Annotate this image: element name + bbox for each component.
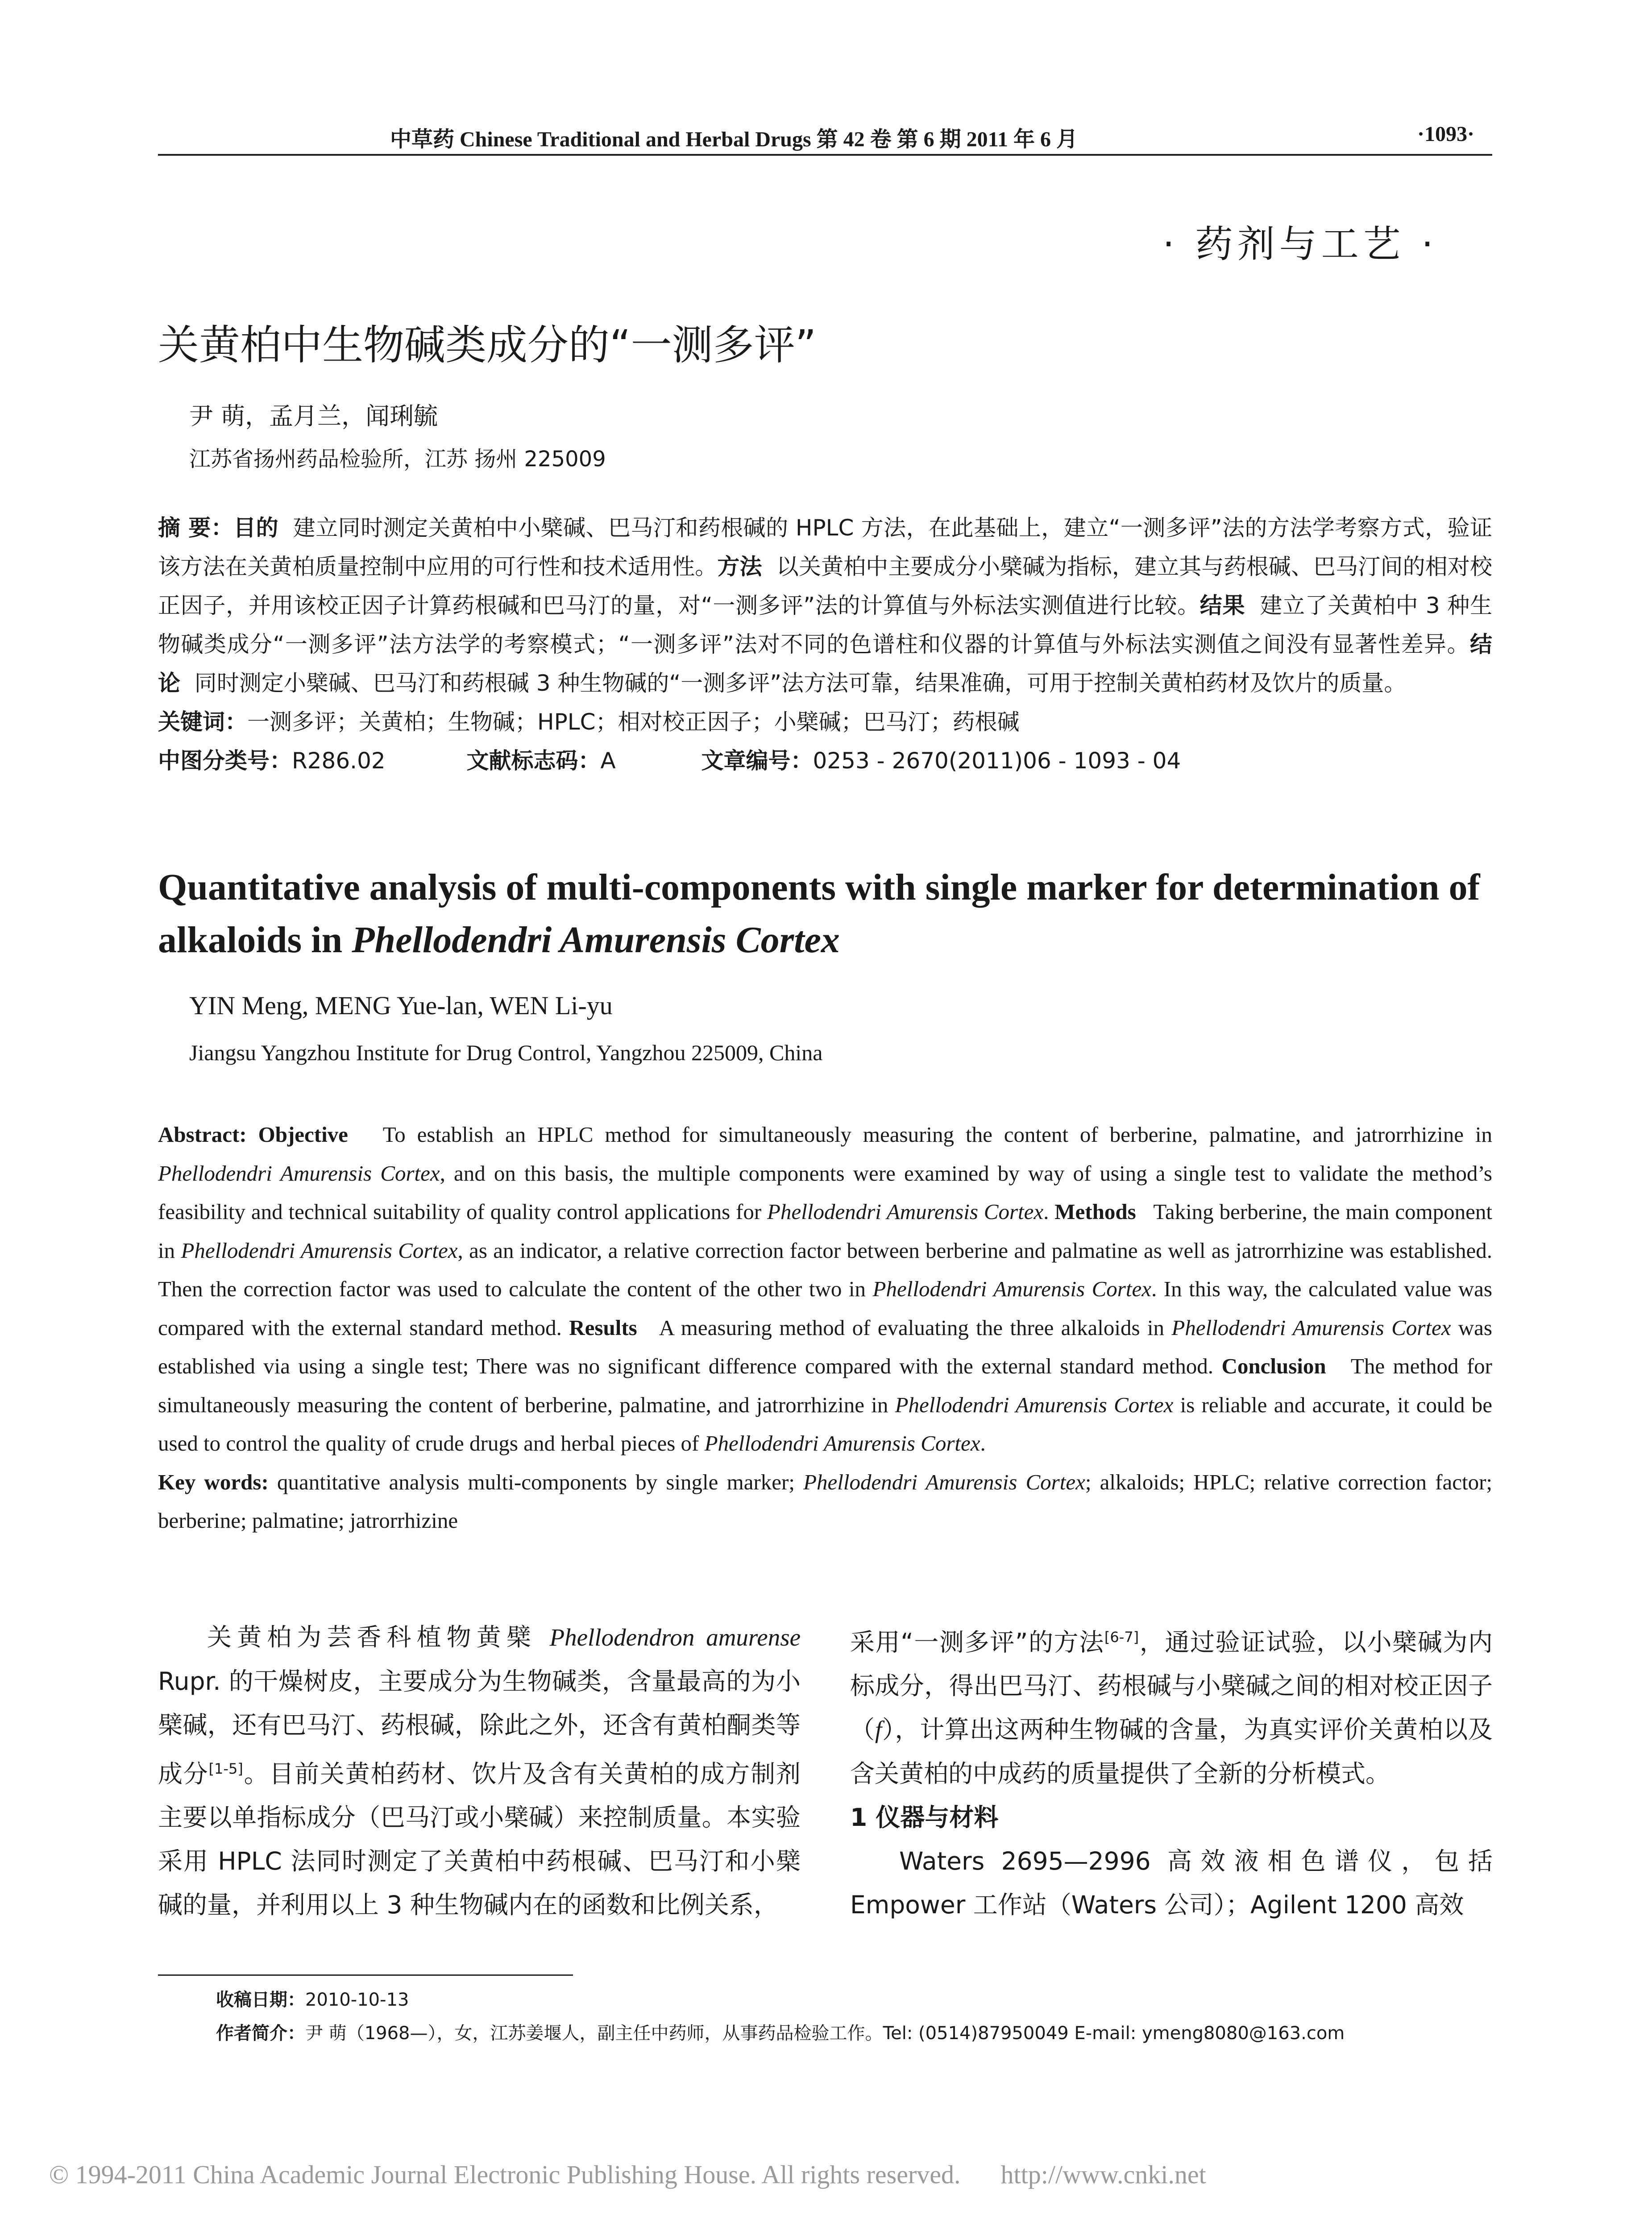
en-objective-2: , and on this basis, the multiple components were examined by way of using a single test to validate the method’s feasibility and technical suitability of quality control applications for [158,1161,1492,1224]
plant-name: Phellodendri Amurensis Cortex [181,1238,458,1263]
objective-label: 目的 [233,515,279,541]
factor-symbol: f [875,1716,882,1744]
doc-code-value: A [600,748,616,774]
en-methods-label: Methods [1054,1199,1136,1224]
article-no-label: 文章编号： [701,748,813,774]
period: . [1043,1199,1049,1224]
keywords-label: 关键词： [158,709,247,735]
plant-name: Phellodendri Amurensis Cortex [803,1469,1085,1494]
section-paragraph: Waters 2695—2996 高效液相色谱仪，包括 Empower 工作站（Waters 公司）；Agilent 1200 高效 [850,1847,1493,1920]
period: . [980,1431,986,1456]
copyright-text: © 1994-2011 China Academic Journal Electronic Publishing House. All rights reserved. [49,2160,961,2189]
classification-line [158,742,1492,780]
methods-label: 方法 [717,554,762,580]
plant-name: Phellodendri Amurensis Cortex [872,1277,1151,1301]
species-name: Phellodendron amurense [549,1624,801,1651]
body-right-column [850,1615,1493,1927]
copyright-url: http://www.cnki.net [1000,2160,1206,2189]
intro-text-1: 关黄柏为芸香科植物黄檗 [207,1623,550,1651]
keywords-text: 一测多评；关黄柏；生物碱；HPLC；相对校正因子；小檗碱；巴马汀；药根碱 [247,709,1020,735]
results-text: 建立了关黄柏中 3 种生物碱类成分“一测多评”法方法学的考察模式；“一测多评”法对不同的色谱柱和仪器的计算值与外标法实测值之间没有显著性差异。 [158,593,1493,657]
en-results-2: was established via using a single test; There was no significant difference compared with the external standard method. [158,1315,1493,1378]
en-conclusion-1: The method for simultaneously measuring the content of berberine, palmatine, and jatrorrhizine in [158,1354,1493,1417]
body-left-column [158,1615,801,1927]
en-results-1: A measuring method of evaluating the three alkaloids in [659,1315,1172,1340]
chinese-title: 关黄柏中生物碱类成分的“一测多评” [158,321,817,369]
conclusion-label: 结论 [158,631,1492,696]
english-title-main: Quantitative analysis of multi-components with single marker for determination of alkaloids in [158,867,1480,961]
footnote-rule [158,1974,573,1976]
chinese-keywords [158,703,1492,742]
en-conclusion-2: is reliable and accurate, it could be used to control the quality of crude drugs and herbal pieces of [158,1392,1492,1456]
running-header [158,114,1492,149]
clc-label: 中图分类号： [158,748,292,774]
english-authors: YIN Meng, MENG Yue-lan, WEN Li-yu [189,991,613,1020]
plant-name: Phellodendri Amurensis Cortex [895,1392,1174,1417]
abstract-label: 摘 要： [158,515,234,541]
intro-text-6: ），计算出这两种生物碱的含量，为真实评价关黄柏以及含关黄柏的中成药的质量提供了全新的分析模式。 [850,1715,1493,1788]
article-no-value: 0253 - 2670(2011)06 - 1093 - 04 [813,748,1181,774]
author-value: 尹 萌（1968—），女，江苏姜堰人，副主任中药师，从事药品检验工作。Tel: (0514)87950049 E-mail: ymeng8080@163.com [305,2023,1345,2044]
intro-text-4: 采用“一测多评”的方法 [850,1628,1104,1657]
english-abstract [158,1116,1492,1540]
received-date [216,1986,409,2011]
en-methods-3: . In this way, the calculated value was compared with the external standard method. [158,1277,1492,1340]
plant-name: Phellodendri Amurensis Cortex [767,1199,1044,1224]
citation: [6-7] [1104,1629,1139,1646]
en-keywords-2: ; alkaloids; HPLC; relative correction factor; berberine; palmatine; jatrorrhizine [158,1469,1493,1533]
intro-paragraph [158,1615,801,1927]
english-keywords [158,1463,1492,1540]
author-label: 作者简介： [216,2023,305,2044]
plant-name: Phellodendri Amurensis Cortex [704,1431,980,1456]
plant-name: Phellodendri Amurensis Cortex [158,1161,440,1186]
received-value: 2010-10-13 [305,1990,409,2010]
section-heading: 1 仪器与材料 [850,1803,999,1832]
copyright-notice [49,2160,1246,2190]
en-keywords-1: quantitative analysis multi-components by single marker; [277,1469,804,1494]
intro-continuation [850,1615,1493,1796]
en-abstract-label: Abstract: Objective [158,1122,348,1147]
page-number: ·1093· [1417,122,1474,146]
chinese-authors: 尹 萌，孟月兰，闻琍毓 [189,402,438,430]
clc-value: R286.02 [292,748,386,774]
section-label: · 药剂与工艺 · [1162,222,1438,266]
chinese-abstract [158,509,1492,780]
en-objective-1: To establish an HPLC method for simultaneously measuring the content of berberine, palmatine, and jatrorrhizine in [382,1122,1493,1147]
english-affiliation: Jiangsu Yangzhou Institute for Drug Control, Yangzhou 225009, China [189,1040,823,1065]
en-results-label: Results [569,1315,637,1340]
intro-text-2: Rupr. 的干燥树皮，主要成分为生物碱类，含量最高的为小檗碱，还有巴马汀、药根碱，除此之外，还含有黄柏酮类等成分 [158,1667,801,1788]
results-label: 结果 [1200,593,1245,618]
plant-name: Phellodendri Amurensis Cortex [1171,1315,1451,1340]
doc-code-label: 文献标志码： [466,748,601,774]
journal-header: 中草药 Chinese Traditional and Herbal Drugs 第 42 卷 第 6 期 2011 年 6 月 [390,128,1078,151]
english-title [158,861,1497,966]
intro-text-5: ，通过验证试验，以小檗碱为内标成分，得出巴马汀、药根碱与小檗碱之间的相对校正因子（ [850,1628,1493,1744]
en-methods-1: Taking berberine, the main component in [158,1199,1492,1263]
methods-text: 以关黄柏中主要成分小檗碱为指标，建立其与药根碱、巴马汀间的相对校正因子，并用该校正因子计算药根碱和巴马汀的量，对“一测多评”法的计算值与外标法实测值进行比较。 [158,554,1493,618]
objective-text: 建立同时测定关黄柏中小檗碱、巴马汀和药根碱的 HPLC 方法，在此基础上，建立“一测多评”法的方法学考察方式，验证该方法在关黄柏质量控制中应用的可行性和技术适用性。 [158,515,1492,580]
english-title-italic: Phellodendri Amurensis Cortex [352,919,840,961]
author-bio [216,2019,1345,2044]
en-keywords-label: Key words: [158,1469,269,1494]
en-conclusion-label: Conclusion [1221,1354,1326,1378]
chinese-affiliation: 江苏省扬州药品检验所，江苏 扬州 225009 [189,447,606,472]
header-rule [158,154,1492,156]
conclusion-text: 同时测定小檗碱、巴马汀和药根碱 3 种生物碱的“一测多评”法方法可靠，结果准确，可用于控制关黄柏药材及饮片的质量。 [194,670,1407,696]
received-label: 收稿日期： [216,1990,305,2010]
intro-text-3: 。目前关黄柏药材、饮片及含有关黄柏的成方制剂主要以单指标成分（巴马汀或小檗碱）来控制质量。本实验采用 HPLC 法同时测定了关黄柏中药根碱、巴马汀和小檗碱的量，并利用以上 3 种生物碱内在的函数和比例关系， [158,1759,801,1920]
en-methods-2: , as an indicator, a relative correction factor between berberine and palmatine as well as jatrorrhizine was established. Then the correction factor was used to calculate the content of the other two in [158,1238,1492,1301]
citation: [1-5] [208,1760,243,1777]
